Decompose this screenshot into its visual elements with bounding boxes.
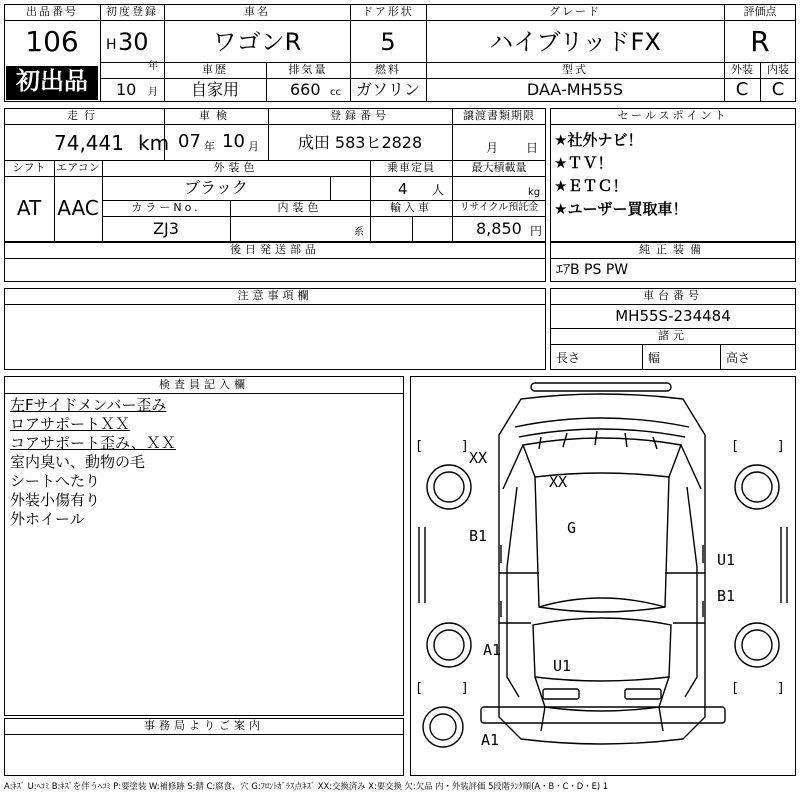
reg-month-unit: 月 (148, 87, 158, 98)
sales-point-list (554, 129, 794, 221)
grade: ハイブリッドFX (489, 28, 661, 56)
sales-point-label: セールスポイント (617, 109, 729, 122)
notes-label: 注意事項欄 (237, 289, 313, 302)
door-label: ドア形状 (362, 5, 414, 18)
inspector-note: ロアサポートＸＸ (10, 415, 131, 433)
damage-mark: A1 (483, 641, 502, 659)
displacement-label: 排気量 (288, 63, 328, 76)
ac: AAC (57, 196, 99, 220)
damage-mark: XX (549, 473, 568, 491)
seats: 4 (398, 180, 408, 198)
mileage-unit: km (138, 131, 170, 155)
chassis-label: 車台番号 (643, 289, 703, 302)
damage-mark: B1 (469, 527, 488, 545)
recycle-label: リサイクル預託金 (459, 202, 539, 213)
inspection-month: 10 (222, 131, 245, 152)
chassis-number: MH55S-234484 (615, 307, 731, 325)
color-no: ZJ3 (153, 219, 179, 238)
score-label: 評価点 (743, 5, 777, 18)
seats-unit: 人 (432, 183, 445, 197)
model-label: 型式 (562, 63, 588, 76)
car-name-label: 車名 (244, 5, 270, 18)
history: 自家用 (190, 80, 239, 99)
grade-label: グレード (549, 5, 601, 18)
inspection-label: 車検 (199, 109, 233, 122)
color-no-label: カラーNo. (131, 201, 201, 214)
interior-color-unit: 系 (354, 227, 364, 238)
plate-label: 登録番号 (330, 109, 390, 122)
lot-label: 出品番号 (26, 5, 78, 18)
damage-mark: XX (469, 449, 488, 467)
exterior-color: ブラック (184, 178, 248, 197)
interior-score: C (771, 79, 785, 100)
length-label: 長さ (556, 351, 581, 365)
fuel: ガソリン (355, 80, 420, 99)
transfer-day-unit: 日 (526, 141, 539, 155)
transfer-month-unit: 月 (486, 141, 499, 155)
office-label: 事務局よりご案内 (144, 719, 264, 732)
sales-point-item: ★ユーザー買取車！ (554, 200, 688, 218)
seats-label: 乗車定員 (387, 161, 435, 174)
height-label: 高さ (726, 351, 751, 365)
inspector-note: 室内臭い、動物の毛 (10, 453, 146, 471)
fuel-label: 燃料 (375, 63, 401, 76)
damage-mark: B1 (717, 587, 736, 605)
inspection-year-unit: 年 (204, 140, 215, 153)
inspector-notes (0, 396, 400, 696)
interior-label: 内装 (767, 63, 789, 76)
damage-mark: U1 (553, 657, 572, 675)
specs-label: 諸元 (658, 329, 688, 342)
import-label: 輸入車 (390, 201, 432, 214)
shift-label: シフト (12, 161, 46, 174)
exterior-score: C (735, 79, 749, 100)
interior-color-label: 内装色 (277, 201, 323, 214)
inspection-month-unit: 月 (248, 140, 259, 153)
car-name: ワゴンR (212, 28, 302, 56)
max-load-label: 最大積載量 (471, 161, 527, 174)
recycle-unit: 円 (530, 224, 543, 238)
damage-diagram: [ ] [ ] [ ] [ ] XX XX G B1 U1 B1 A1 U1 A1 (410, 376, 796, 776)
exterior-label: 外装 (731, 63, 753, 76)
genuine-equipment: ｴｱB PS PW (556, 262, 629, 278)
plate-number: 成田 583ヒ2828 (297, 133, 423, 152)
score: R (750, 25, 770, 58)
car-outline-diagram (411, 377, 795, 775)
details-block (4, 108, 546, 242)
damage-mark: U1 (717, 551, 736, 569)
recycle-amount: 8,850 (476, 219, 522, 238)
inspector-note: 外装小傷有り (10, 491, 101, 509)
exterior-color-label: 外装色 (213, 161, 259, 174)
sales-point-item: ★ＴＶ！ (554, 154, 613, 172)
reg-year: 30 (118, 28, 149, 56)
lot-number: 106 (25, 25, 79, 58)
displacement-unit: cc (330, 87, 341, 98)
genuine-equipment-label: 純正装備 (639, 243, 707, 256)
damage-mark: A1 (481, 731, 500, 749)
door: 5 (380, 28, 396, 56)
displacement: 660 (290, 80, 321, 99)
inspector-note: 左Fサイドメンバー歪み (10, 396, 167, 414)
reg-label: 初度登録 (106, 5, 158, 18)
mileage-label: 走行 (67, 109, 101, 122)
width-label: 幅 (648, 351, 661, 365)
inspector-note: シートへたり (10, 472, 101, 490)
sales-point-item: ★社外ナビ！ (554, 131, 643, 149)
first-listing-text: 初出品 (16, 67, 88, 95)
damage-mark: G (567, 519, 577, 537)
ac-label: エアコン (56, 161, 100, 174)
transfer-label: 譲渡書類期限 (463, 109, 535, 122)
inspector-note: コアサポート歪み、ＸＸ (10, 434, 176, 452)
later-parts-label: 後日発送部品 (230, 243, 320, 256)
model: DAA-MH55S (526, 80, 624, 99)
sales-point-item: ★ＥＴＣ！ (554, 177, 628, 195)
inspector-label: 検査員記入欄 (159, 378, 249, 391)
history-label: 車歴 (202, 63, 228, 76)
mileage: 74,441 (54, 131, 124, 155)
inspector-note: 外ホイール (10, 510, 85, 528)
shift: AT (16, 196, 42, 220)
reg-year-unit: 年 (148, 61, 158, 72)
legend: A:ｷｽﾞ U:ﾍｺﾐ B:ｷｽﾞを伴うﾍｺﾐ P:要塗装 W:補修跡 S:錆 C:腐食、穴 G:ﾌﾛﾝﾄｶﾞﾗｽ点ｷｽﾞ XX:交換済み X:要交換 欠:欠品 内・外装評価 5段階ﾗﾝｸ順(A・B・C・D・E) 1 (4, 781, 609, 791)
max-load-unit: kg (528, 187, 541, 198)
inspection-year: 07 (178, 131, 201, 152)
reg-era: H (106, 37, 117, 53)
reg-month: 10 (116, 80, 137, 99)
